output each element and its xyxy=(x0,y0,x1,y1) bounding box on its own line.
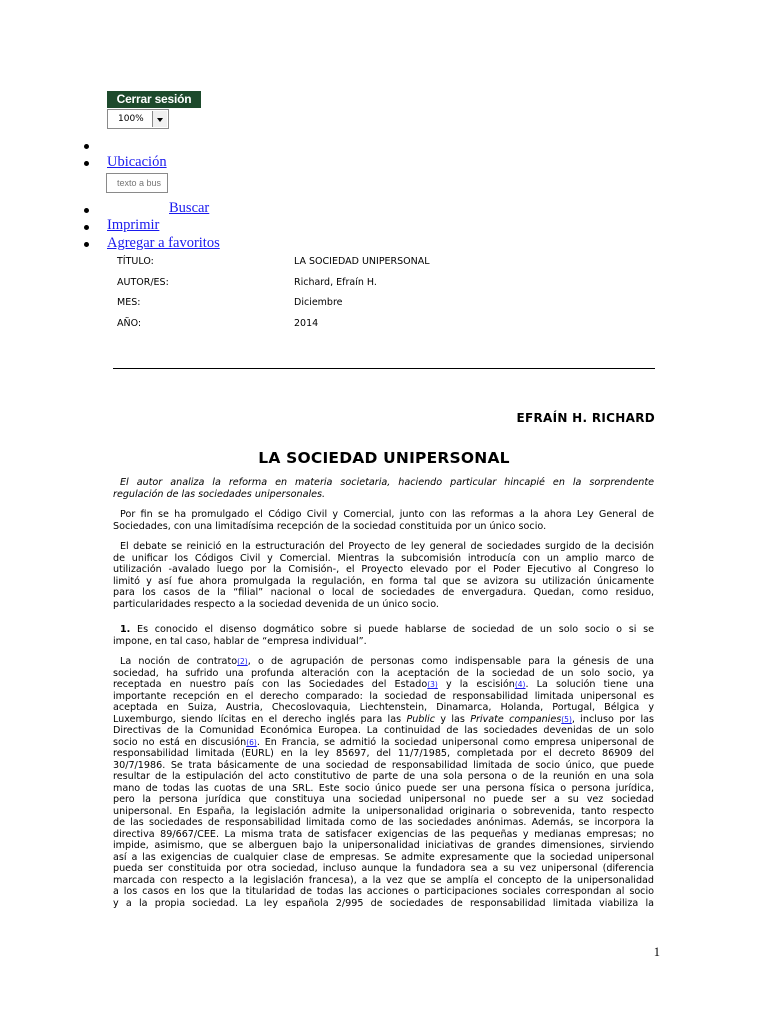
article-author: EFRAÍN H. RICHARD xyxy=(516,411,655,425)
meta-value-month: Diciembre xyxy=(294,297,343,308)
chevron-down-icon[interactable] xyxy=(152,111,167,127)
search-link[interactable]: Buscar xyxy=(169,200,210,216)
add-favorites-link[interactable]: Agregar a favoritos xyxy=(107,235,220,251)
meta-label-month: MES: xyxy=(117,297,141,308)
meta-value-year: 2014 xyxy=(294,318,319,329)
list-bullet xyxy=(84,242,89,247)
print-link[interactable]: Imprimir xyxy=(107,217,160,233)
meta-label-year: AÑO: xyxy=(117,318,142,329)
footnote-link[interactable]: (3) xyxy=(427,680,438,689)
footnote-link[interactable]: (5) xyxy=(561,714,572,724)
footnote-link[interactable]: (2) xyxy=(237,657,248,666)
location-link[interactable]: Ubicación xyxy=(107,154,167,170)
meta-value-title: LA SOCIEDAD UNIPERSONAL xyxy=(294,256,430,267)
meta-value-authors: Richard, Efraín H. xyxy=(294,277,377,288)
meta-label-title: TÍTULO: xyxy=(117,256,154,267)
list-bullet xyxy=(84,208,89,213)
logout-button[interactable]: Cerrar sesión xyxy=(107,91,201,108)
paragraph: Por fin se ha promulgado el Código Civil y Comercial, junto con las reformas a la ahora Ley General de Sociedades, con una limitadísima recepción de la sociedad constituida por un único socio. xyxy=(113,509,654,532)
footnote-link[interactable]: (6) xyxy=(246,737,257,747)
meta-label-authors: AUTOR/ES: xyxy=(117,277,169,288)
list-bullet xyxy=(84,144,89,149)
zoom-select[interactable] xyxy=(107,109,169,129)
article-abstract: El autor analiza la reforma en materia societaria, haciendo particular hincapié en la sorprendente regulación de las sociedades unipersonales. xyxy=(113,477,654,500)
list-bullet xyxy=(84,161,89,166)
paragraph: 1. Es conocido el disenso dogmático sobre si puede hablarse de sociedad de un solo socio o si se impone, en tal caso, hablar de “empresa individual”. xyxy=(113,624,654,647)
article-title: LA SOCIEDAD UNIPERSONAL xyxy=(258,449,510,467)
divider xyxy=(113,368,655,369)
paragraph: La noción de contrato(2), o de agrupación de personas como indispensable para la génesis de una sociedad, ha sufrido una profunda alteración con la aceptación de la sociedad de un solo socio, ya receptada en nuestro país con las Sociedades del Estado(3) y la escisión(4). La solución tiene una importante recepción en el derecho comparado: la sociedad de responsabilidad limitada unipersonal es aceptada en Suiza, Austria, Checoslovaquia, Liechtenstein, Dinamarca, Holanda, Portugal, Bélgica y Luxemburgo, siendo lícitas en el derecho inglés para las Public y las Private companies(5), incluso por las Directivas de la Comunidad Económica Europea. La continuidad de las sociedades devenidas de un solo socio no está en discusión(6). En Francia, se admitió la sociedad unipersonal como empresa unipersonal de responsabilidad limitada (EURL) en la ley 85697, del 11/7/1985, completada por el decreto 86909 del 30/7/1986. Se trata básicamente de una sociedad de responsabilidad limitada de socio único, que puede resultar de la estipulación del acto constitutivo de parte de una sola persona o de la reunión en una sola mano de todas las cuotas de una SRL. Este socio único puede ser una persona física o persona jurídica, pero la persona jurídica que constituya una sociedad unipersonal no puede ser a su vez sociedad unipersonal. En España, la legislación admite la unipersonalidad originaria o sobrevenida, tanto respecto de las sociedades de responsabilidad limitada como de las sociedades anónimas. Además, se incorpora la directiva 89/667/CEE. La misma trata de satisfacer exigencias de las pequeñas y medianas empresas; no impide, asimismo, que se alberguen bajo la unipersonalidad iniciativas de grandes dimensiones, sirviendo así a las exigencias de cualquier clase de empresas. Se admite expresamente que la sociedad unipersonal pueda ser constituida por otra sociedad, incluso aunque la fundadora sea a su vez unipersonal (diferencia marcada con respecto a la legislación francesa), a la vez que se amplía el concepto de la unipersonalidad a los casos en los que la titularidad de todas las acciones o participaciones sociales correspondan al socio y a la propia sociedad. La ley española 2/995 de sociedades de responsabilidad limitada viabiliza la xyxy=(113,656,655,909)
list-bullet xyxy=(84,225,89,230)
footnote-link[interactable]: (4) xyxy=(514,680,526,689)
section-number: 1. xyxy=(120,624,131,635)
page-number: 1 xyxy=(653,945,660,959)
paragraph: El debate se reinició en la estructuración del Proyecto de ley general de sociedades surgido de la decisión de unificar los Códigos Civil y Comercial. Mientras la subcomisión introducía con un amplio marco de utilización -avalado luego por la Comisión-, el Proyecto elevado por el Poder Ejecutivo al Congreso lo limitó y así fue ahora promulgada la regulación, en forma tal que se avizora su utilización únicamente para los casos de la “filial” nacional o local de sociedades de envergadura. Quedan, como residuo, particularidades respecto a la sociedad devenida de un único socio. xyxy=(113,541,654,610)
zoom-value: 100% xyxy=(118,114,144,124)
search-input[interactable] xyxy=(106,173,168,193)
